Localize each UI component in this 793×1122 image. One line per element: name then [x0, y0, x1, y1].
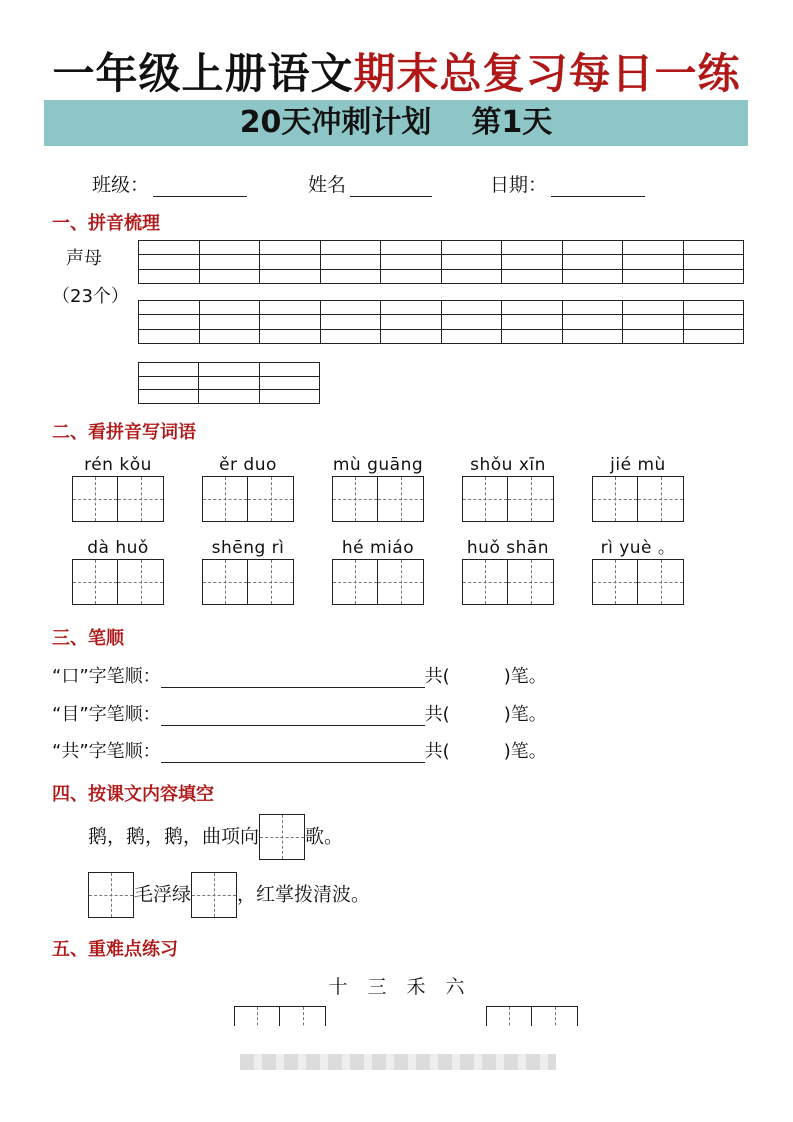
grid-cell[interactable]	[623, 301, 684, 315]
tianzige-box[interactable]	[638, 476, 684, 522]
stroke-row-gong: “共”字笔顺： 共( )笔。	[52, 741, 547, 762]
grid-cell[interactable]	[320, 255, 381, 269]
grid-cell[interactable]	[562, 241, 623, 255]
grid-cell[interactable]	[260, 301, 321, 315]
word-item[interactable]	[590, 537, 686, 605]
stroke-order-blank[interactable]	[161, 667, 425, 688]
grid-cell[interactable]	[260, 315, 321, 329]
grid-cell[interactable]	[502, 329, 563, 343]
tianzige-box[interactable]	[378, 559, 424, 605]
grid-cell[interactable]	[199, 376, 259, 390]
pinyin: shǒu xīn	[470, 455, 546, 475]
grid-cell[interactable]	[260, 241, 321, 255]
grid-cell[interactable]	[683, 315, 744, 329]
grid-cell[interactable]	[259, 390, 319, 404]
grid-cell[interactable]	[562, 269, 623, 283]
grid-cell[interactable]	[502, 255, 563, 269]
shengmu-count: （23个）	[52, 286, 129, 307]
date-field[interactable]: 日期：	[490, 170, 645, 197]
pinyin: huǒ shān	[466, 538, 550, 558]
section-5-heading: 五、重难点练习	[52, 939, 178, 960]
grid-cell[interactable]	[139, 315, 200, 329]
grid-cell[interactable]	[199, 269, 260, 283]
word-item[interactable]	[330, 454, 426, 522]
grid-cell[interactable]	[381, 255, 442, 269]
pinyin: rì yuè 。	[600, 538, 676, 558]
grid-cell[interactable]	[441, 301, 502, 315]
grid-cell[interactable]	[441, 315, 502, 329]
grid-cell[interactable]	[381, 315, 442, 329]
grid-cell[interactable]	[381, 269, 442, 283]
section-2-heading: 二、看拼音写词语	[52, 422, 196, 443]
tianzige-box[interactable]	[118, 476, 164, 522]
grid-cell[interactable]	[139, 241, 200, 255]
tianzige-box[interactable]	[234, 1006, 280, 1026]
tianzige-box[interactable]	[248, 476, 294, 522]
grid-cell[interactable]	[199, 363, 259, 377]
tianzige-box[interactable]	[592, 476, 638, 522]
word-item[interactable]	[330, 537, 426, 605]
grid-cell[interactable]	[381, 301, 442, 315]
grid-cell[interactable]	[260, 269, 321, 283]
grid-cell[interactable]	[320, 329, 381, 343]
poem-line-1: 鹅，鹅，鹅，曲项向 歌。	[88, 814, 343, 860]
class-blank[interactable]	[153, 176, 247, 197]
pinyin: dà huǒ	[87, 538, 149, 558]
tianzige-box[interactable]	[508, 559, 554, 605]
tianzige-box[interactable]	[638, 559, 684, 605]
grid-cell[interactable]	[199, 390, 259, 404]
grid-cell[interactable]	[623, 329, 684, 343]
tianzige-box[interactable]	[486, 1006, 532, 1026]
plan-banner	[44, 100, 748, 146]
grid-cell[interactable]	[441, 241, 502, 255]
day-label: 第1天	[471, 105, 553, 140]
grid-cell[interactable]	[259, 363, 319, 377]
grid-cell[interactable]	[623, 269, 684, 283]
word-item[interactable]	[70, 537, 166, 605]
grid-cell[interactable]	[199, 241, 260, 255]
grid-cell[interactable]	[260, 255, 321, 269]
word-item[interactable]	[70, 454, 166, 522]
stroke-row-kou: “口”字笔顺： 共( )笔。	[52, 666, 547, 687]
grid-cell[interactable]	[199, 301, 260, 315]
grid-cell[interactable]	[683, 269, 744, 283]
grid-cell[interactable]	[502, 241, 563, 255]
grid-cell[interactable]	[139, 255, 200, 269]
tianzige-box[interactable]	[72, 559, 118, 605]
practice-boxes-right[interactable]	[486, 1006, 578, 1026]
pinyin: rén kǒu	[84, 455, 152, 475]
grid-cell[interactable]	[139, 376, 199, 390]
tianzige-box[interactable]	[191, 872, 237, 918]
word-item[interactable]	[590, 454, 686, 522]
pinyin: shēng rì	[211, 538, 285, 558]
section-3-heading: 三、笔顺	[52, 628, 124, 649]
grid-cell[interactable]	[683, 301, 744, 315]
stroke-order-blank[interactable]	[161, 742, 425, 763]
word-item[interactable]	[460, 537, 556, 605]
class-field[interactable]: 班级：	[92, 170, 247, 197]
section-4-heading: 四、按课文内容填空	[52, 784, 214, 805]
grid-cell[interactable]	[139, 269, 200, 283]
pinyin: hé miáo	[341, 538, 415, 558]
pinyin: ěr duo	[219, 455, 277, 475]
section-1-heading: 一、拼音梳理	[52, 213, 160, 234]
tianzige-box[interactable]	[202, 559, 248, 605]
grid-cell[interactable]	[562, 255, 623, 269]
grid-cell[interactable]	[562, 329, 623, 343]
tianzige-box[interactable]	[332, 559, 378, 605]
blurred-footer	[240, 1054, 556, 1070]
grid-cell[interactable]	[502, 315, 563, 329]
grid-cell[interactable]	[683, 329, 744, 343]
shengmu-label: 声母	[66, 248, 102, 269]
pinyin: mù guāng	[332, 455, 424, 475]
grid-cell[interactable]	[623, 315, 684, 329]
grid-cell[interactable]	[199, 329, 260, 343]
tianzige-box[interactable]	[72, 476, 118, 522]
tianzige-box[interactable]	[118, 559, 164, 605]
page-title: 一年级上册语文期末总复习每日一练	[52, 49, 741, 98]
grid-cell[interactable]	[199, 315, 260, 329]
grid-cell[interactable]	[320, 241, 381, 255]
grid-cell[interactable]	[139, 301, 200, 315]
grid-cell[interactable]	[441, 269, 502, 283]
word-item[interactable]	[460, 454, 556, 522]
grid-cell[interactable]	[320, 301, 381, 315]
tianzige-box[interactable]	[259, 814, 305, 860]
grid-cell[interactable]	[441, 255, 502, 269]
date-blank[interactable]	[551, 176, 645, 197]
grid-cell[interactable]	[139, 390, 199, 404]
tianzige-box[interactable]	[88, 872, 134, 918]
poem-line-2: 毛浮绿 ，红掌拨清波。	[88, 872, 370, 918]
tianzige-box[interactable]	[462, 476, 508, 522]
grid-cell[interactable]	[562, 315, 623, 329]
tianzige-box[interactable]	[508, 476, 554, 522]
grid-cell[interactable]	[199, 255, 260, 269]
pinyin: jié mù	[610, 455, 666, 475]
name-blank[interactable]	[350, 176, 432, 197]
four-line-grid-3[interactable]	[138, 362, 320, 404]
grid-cell[interactable]	[623, 241, 684, 255]
tianzige-box[interactable]	[332, 476, 378, 522]
word-item[interactable]	[200, 537, 296, 605]
grid-cell[interactable]	[502, 301, 563, 315]
grid-cell[interactable]	[441, 329, 502, 343]
tianzige-box[interactable]	[532, 1006, 578, 1026]
grid-cell[interactable]	[260, 329, 321, 343]
stroke-row-mu: “目”字笔顺： 共( )笔。	[52, 704, 547, 725]
practice-chars: 十 三 禾 六	[328, 976, 465, 998]
grid-cell[interactable]	[562, 301, 623, 315]
grid-cell[interactable]	[683, 255, 744, 269]
tianzige-box[interactable]	[462, 559, 508, 605]
plan-label: 20天冲刺计划	[239, 105, 432, 140]
grid-cell[interactable]	[320, 269, 381, 283]
practice-boxes-left[interactable]	[234, 1006, 326, 1026]
grid-cell[interactable]	[259, 376, 319, 390]
grid-cell[interactable]	[320, 315, 381, 329]
grid-cell[interactable]	[502, 269, 563, 283]
grid-cell[interactable]	[381, 241, 442, 255]
grid-cell[interactable]	[139, 329, 200, 343]
four-line-grid-1[interactable]	[138, 240, 744, 284]
grid-cell[interactable]	[139, 363, 199, 377]
four-line-grid-2[interactable]	[138, 300, 744, 344]
tianzige-box[interactable]	[592, 559, 638, 605]
tianzige-box[interactable]	[202, 476, 248, 522]
name-field[interactable]: 姓名	[308, 170, 432, 197]
tianzige-box[interactable]	[378, 476, 424, 522]
tianzige-box[interactable]	[280, 1006, 326, 1026]
grid-cell[interactable]	[683, 241, 744, 255]
grid-cell[interactable]	[381, 329, 442, 343]
stroke-order-blank[interactable]	[161, 705, 425, 726]
word-item[interactable]	[200, 454, 296, 522]
grid-cell[interactable]	[623, 255, 684, 269]
tianzige-box[interactable]	[248, 559, 294, 605]
